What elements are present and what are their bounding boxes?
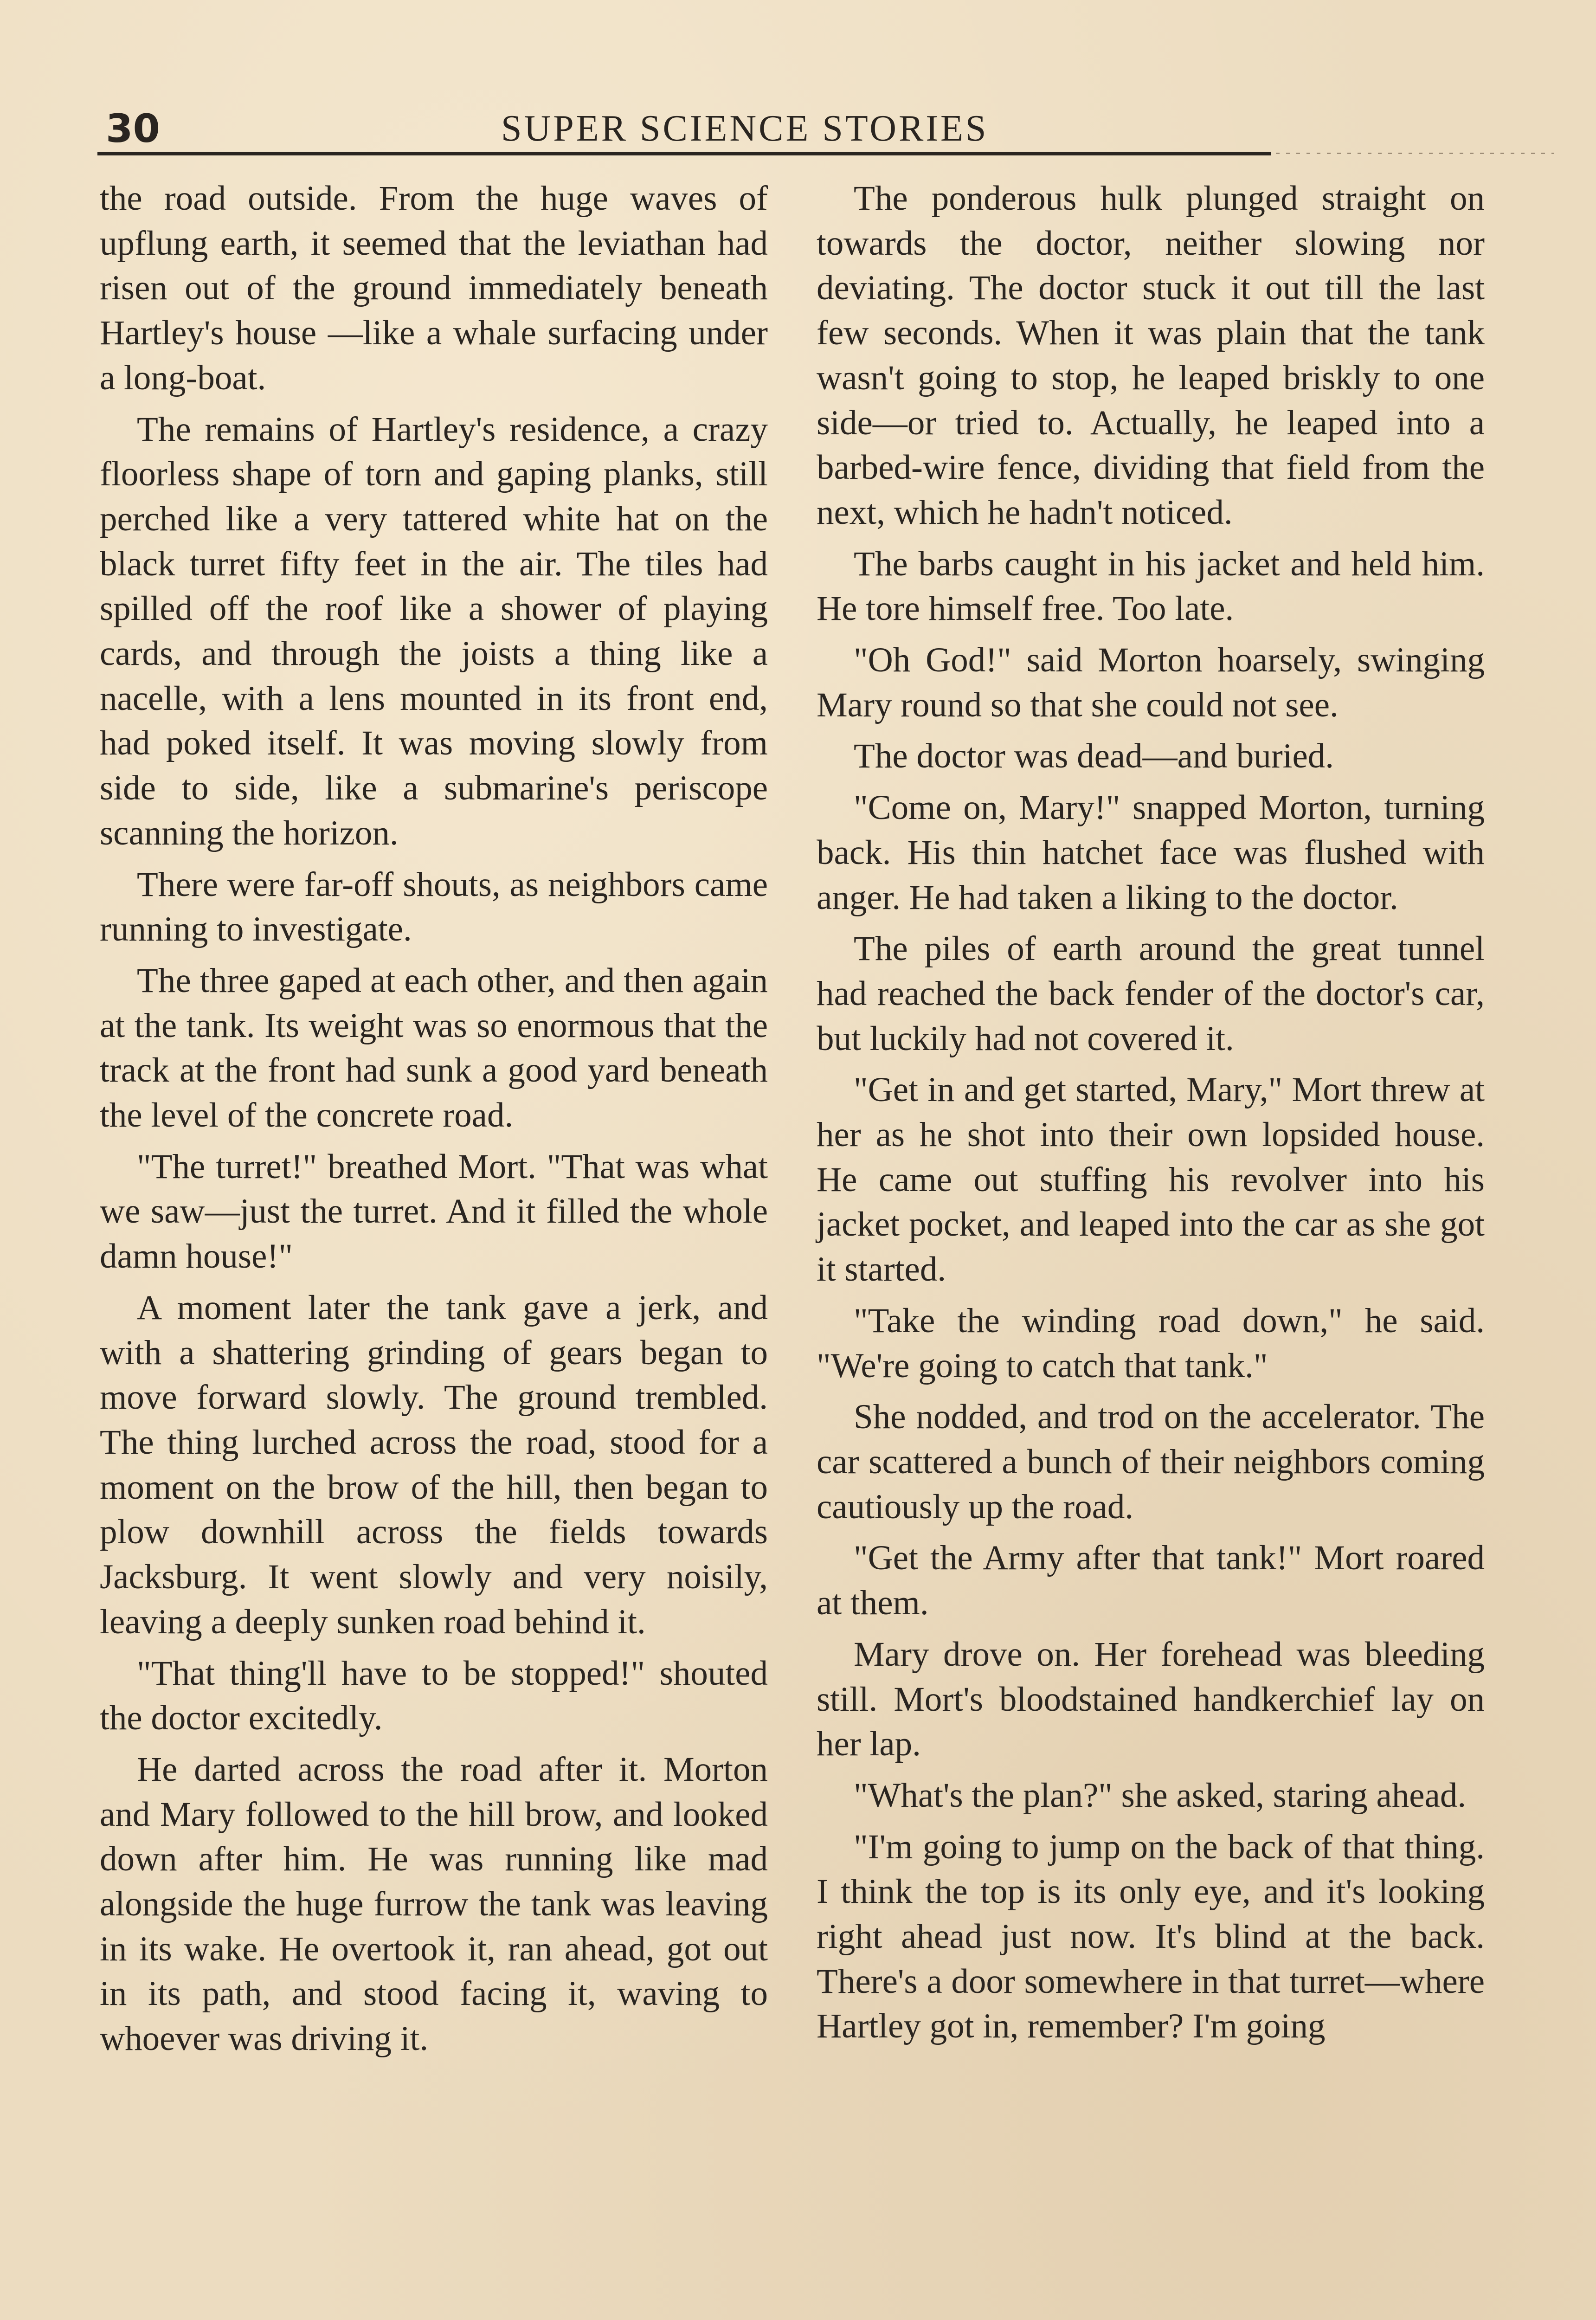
header-rule — [97, 152, 1271, 155]
paragraph: Mary drove on. Her forehead was bleeding still. Mort's bloodstained handkerchief lay on her lap. — [817, 1635, 1485, 1764]
paragraph: "What's the plan?" she asked, staring ahead. — [854, 1776, 1467, 1815]
paragraph: "Get the Army after that tank!" Mort roared at them. — [817, 1539, 1485, 1623]
paragraph: She nodded, and trod on the accelerator. The car scattered a bunch of their neighbors coming cautiously up the road. — [817, 1398, 1485, 1526]
paragraph: The barbs caught in his jacket and held him. He tore himself free. Too late. — [817, 544, 1485, 628]
paragraph: The doctor was dead—and buried. — [854, 737, 1334, 776]
paragraph: "Get in and get started, Mary," Mort threw at her as he shot into their own lopsided house. He came out stuffing his revolver into his jacket pocket, and leaped into the car as she got it started. — [817, 1070, 1485, 1289]
paragraph: the road outside. From the huge waves of upflung earth, it seemed that the leviathan had risen out of the ground immediately beneath Hartley's house —like a whale surfacing under a long-boat. — [100, 179, 768, 397]
paragraph: The three gaped at each other, and then again at the tank. Its weight was so enormous that the track at the front had sunk a good yard beneath the level of the concrete road. — [100, 961, 768, 1135]
paragraph: The remains of Hartley's residence, a crazy floorless shape of torn and gaping planks, still perched like a very tattered white hat on the black turret fifty feet in the air. The tiles had spilled off the roof like a shower of playing cards, and through the joists a thing like a nacelle, with a lens mounted in its front end, had poked itself. It was moving slowly from side to side, like a submarine's periscope scanning the horizon. — [100, 410, 768, 852]
left-column — [100, 176, 768, 2068]
paragraph: The ponderous hulk plunged straight on towards the doctor, neither slowing nor deviating. The doctor stuck it out till the last few seconds. When it was plain that the tank wasn't going to stop, he leaped briskly to one side—or tried to. Actually, he leaped into a barbed-wire fence, dividing that field from the next, which he hadn't noticed. — [817, 179, 1485, 532]
paragraph: There were far-off shouts, as neighbors came running to investigate. — [100, 865, 768, 949]
paragraph: "Take the winding road down," he said. "We're going to catch that tank." — [817, 1301, 1485, 1385]
right-column — [817, 176, 1485, 2056]
paragraph: "That thing'll have to be stopped!" shouted the doctor excitedly. — [100, 1654, 768, 1738]
paragraph: The piles of earth around the great tunnel had reached the back fender of the doctor's car, but luckily had not covered it. — [817, 929, 1485, 1058]
paragraph: "Come on, Mary!" snapped Morton, turning back. His thin hatchet face was flushed with anger. He had taken a liking to the doctor. — [817, 788, 1485, 917]
paragraph: "Oh God!" said Morton hoarsely, swinging Mary round so that she could not see. — [817, 641, 1485, 724]
paragraph: He darted across the road after it. Morton and Mary followed to the hill brow, and looked down after him. He was running like mad alongside the huge furrow the tank was leaving in its wake. He overtook it, ran ahead, got out in its path, and stood facing it, waving to whoever was driving it. — [100, 1750, 768, 2058]
paragraph: "The turret!" breathed Mort. "That was what we saw—just the turret. And it filled the whole damn house!" — [100, 1147, 768, 1276]
paragraph: A moment later the tank gave a jerk, and with a shattering grinding of gears began to move forward slowly. The ground trembled. The thing lurched across the road, stood for a moment on the brow of the hill, then began to plow downhill across the fields towards Jacksburg. It went slowly and very noisily, leaving a deeply sunken road behind it. — [100, 1288, 768, 1641]
header-rule-tail — [1276, 153, 1554, 154]
paragraph: "I'm going to jump on the back of that thing. I think the top is its only eye, and it's looking right ahead just now. It's blind at the back. There's a door somewhere in that turret—where Hartley got in, remember? I'm going — [817, 1827, 1485, 2046]
page-header — [97, 95, 1299, 155]
running-head: SUPER SCIENCE STORIES — [501, 108, 989, 149]
page-number: 30 — [106, 106, 160, 151]
